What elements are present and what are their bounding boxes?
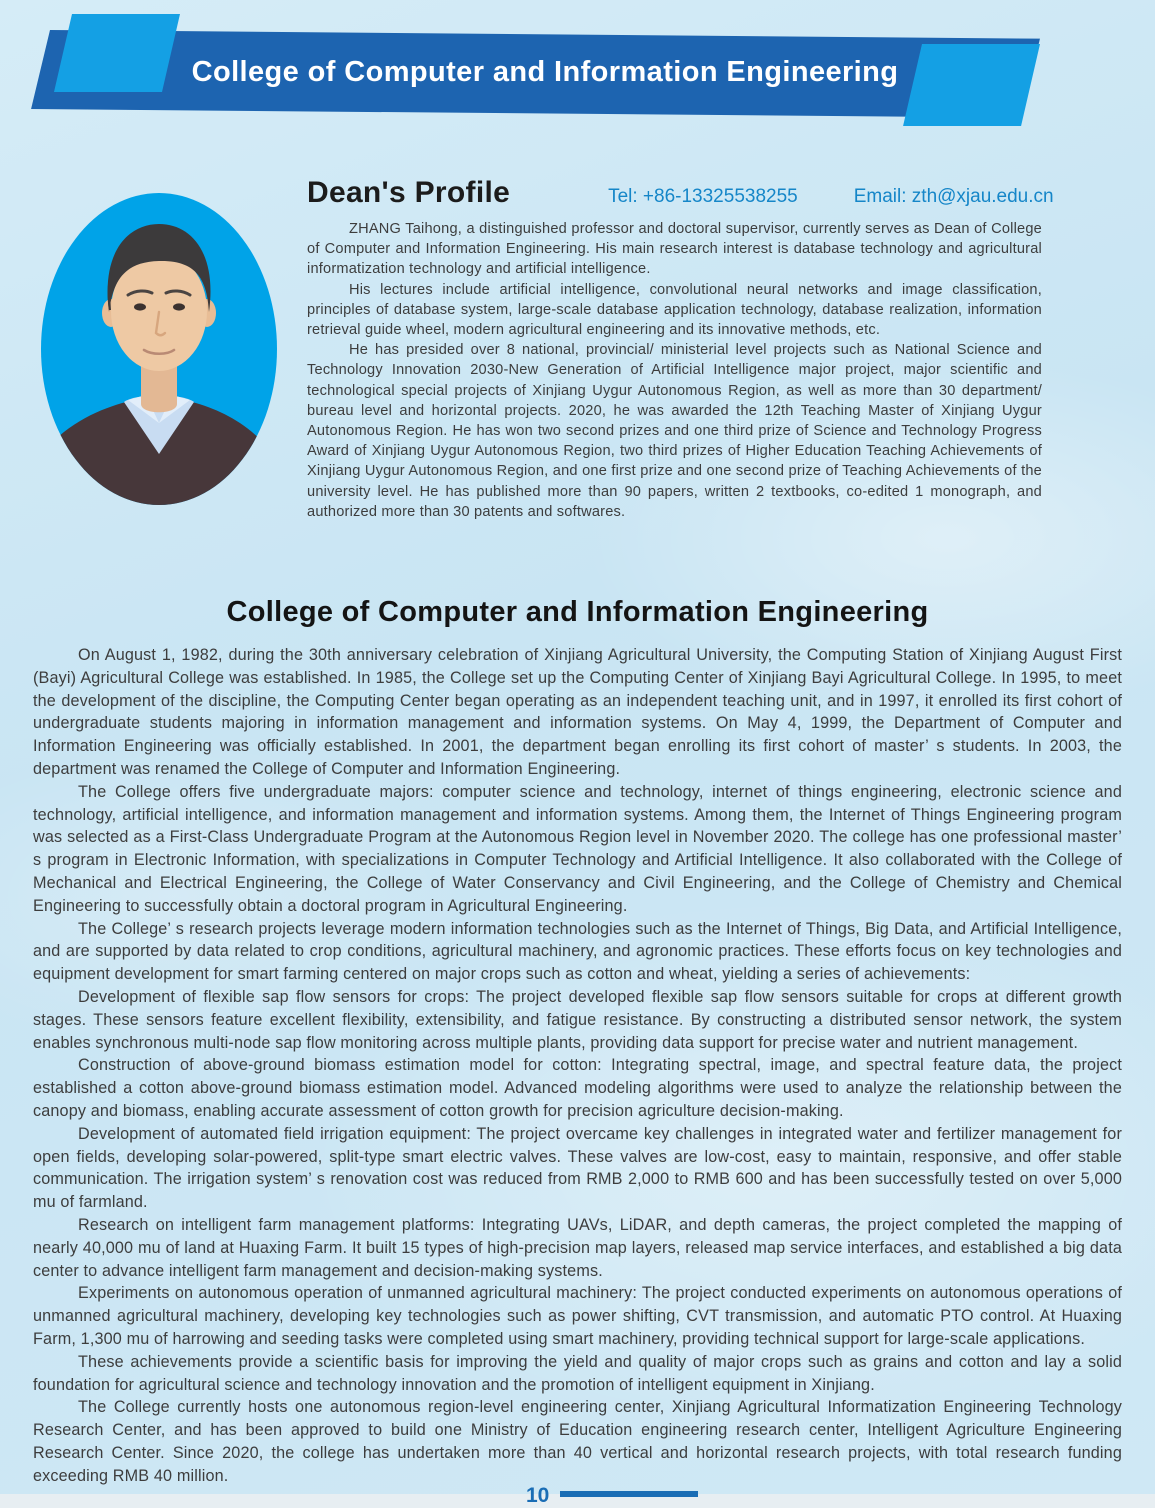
dean-profile-heading: Dean's Profile (307, 176, 511, 209)
dean-profile-section (307, 176, 1054, 522)
dean-email: Email: zth@xjau.edu.cn (853, 186, 1054, 207)
dean-bio (307, 219, 1042, 522)
page-banner-title: College of Computer and Information Engineering (191, 56, 899, 88)
college-intro-section (33, 596, 1122, 1487)
college-intro-paragraph: The College’ s research projects leverage modern information technologies such as the Internet of Things, Big Data, and Artificial Intelligence, and are supported by data related to crop conditions, agricultural machinery, and agronomic practices. These efforts focus on key technologies and equipment development for smart farming centered on major crops such as cotton and wheat, yielding a series of achievements: (33, 919, 1122, 984)
dean-profile-header (307, 176, 1054, 210)
college-intro-paragraph: Development of automated field irrigation equipment: The project overcame key challenges in integrated water and fertilizer management for open fields, developing solar-powered, split-type smart electric valves. These valves are low-cost, easy to maintain, responsive, and offer stable communication. The irrigation system’ s renovation cost was reduced from RMB 2,000 to RMB 600 and has been successfully tested on over 5,000 mu of farmland. (33, 1124, 1122, 1212)
footer-decorative-bar (560, 1491, 698, 1497)
footer-page-number: 10 (526, 1484, 550, 1507)
dean-portrait-illustration (40, 192, 278, 506)
dean-photo (40, 192, 278, 506)
college-intro-paragraph: Development of flexible sap flow sensors for crops: The project developed flexible sap flow sensors suitable for crops at different growth stages. These sensors feature excellent flexibility, extensibility, and fatigue resistance. By constructing a distributed sensor network, the system enables synchronous multi-node sap flow monitoring across multiple plants, providing data support for precise water and nutrient management. (33, 987, 1122, 1052)
college-intro-title: College of Computer and Information Engineering (226, 596, 929, 628)
dean-bio-paragraph: He has presided over 8 national, provincial/ ministerial level projects such as National Science and Technology Innovation 2030-New Generation of Artificial Intelligence major project, major scientific and technological special projects of Xinjiang Uygur Autonomous Region, as well as more than 30 department/ bureau level and horizontal projects. 2020, he was awarded the 12th Teaching Master of Xinjiang Uygur Autonomous Region. He has won two second prizes and one third prize of Science and Technology Progress Award of Xinjiang Uygur Autonomous Region, two third prizes of Higher Education Teaching Achievements of Xinjiang Uygur Autonomous Region, and one first prize and one second prize of Teaching Achievements of the university level. He has published more than 90 papers, written 2 textbooks, co-edited 1 monograph, and authorized more than 30 patents and softwares. (307, 342, 1042, 520)
college-intro-paragraph: The College offers five undergraduate majors: computer science and technology, internet of things engineering, electronic science and technology, artificial intelligence, and information management and information systems. Among them, the Internet of Things Engineering program was selected as a First-Class Undergraduate Program at the Autonomous Region level in November 2020. The college has one professional master’ s program in Electronic Information, with specializations in Computer Technology and Artificial Intelligence. It also collaborated with the College of Mechanical and Electrical Engineering, the College of Water Conservancy and Civil Engineering, and the College of Chemistry and Chemical Engineering to successfully obtain a doctoral program in Agricultural Engineering. (33, 782, 1122, 915)
college-intro-paragraph: The College currently hosts one autonomous region-level engineering center, Xinjiang Agricultural Informatization Engineering Technology Research Center, and has been approved to build one Ministry of Education engineering research center, Intelligent Agriculture Engineering Research Center. Since 2020, the college has undertaken more than 40 vertical and horizontal research projects, with total research funding exceeding RMB 40 million. (33, 1398, 1122, 1485)
college-intro-paragraph: These achievements provide a scientific basis for improving the yield and quality of major crops such as grains and cotton and lay a solid foundation for agricultural science and technology innovation and the promotion of intelligent equipment in Xinjiang. (33, 1352, 1122, 1394)
college-intro-paragraph: Research on intelligent farm management platforms: Integrating UAVs, LiDAR, and depth cameras, the project completed the mapping of nearly 40,000 mu of land at Huaxing Farm. It built 15 types of high-precision map layers, released map service interfaces, and established a big data center to advance intelligent farm management and decision-making systems. (33, 1215, 1122, 1280)
college-intro-paragraph: On August 1, 1982, during the 30th anniversary celebration of Xinjiang Agricultural University, the Computing Station of Xinjiang August First (Bayi) Agricultural College was established. In 1985, the College set up the Computing Center of Xinjiang Bayi Agricultural College. In 1995, to meet the development of the discipline, the Computing Center began operating as an independent teaching unit, and in 1997, it enrolled its first cohort of undergraduate students majoring in information management and information systems. On May 4, 1999, the Department of Computer and Information Engineering was officially established. In 2001, the department began enrolling its first cohort of master’ s students. In 2003, the department was renamed the College of Computer and Information Engineering. (33, 646, 1122, 778)
dean-bio-paragraph: His lectures include artificial intelligence, convolutional neural networks and image classification, principles of database system, large-scale database application technology, database realization, information retrieval guide wheel, modern agricultural engineering and its innovative methods, etc. (307, 281, 1042, 339)
college-intro-paragraph: Experiments on autonomous operation of unmanned agricultural machinery: The project conducted experiments on autonomous operations of unmanned agricultural machinery, developing key technologies such as power shifting, CVT transmission, and automatic PTO control. At Huaxing Farm, 1,300 mu of harrowing and seeding tasks were completed using smart machinery, providing technical support for large-scale applications. (33, 1284, 1122, 1348)
dean-bio-paragraph: ZHANG Taihong, a distinguished professor and doctoral supervisor, currently serves as Dean of College of Computer and Information Engineering. His main research interest is database technology and agricultural informatization technology and artificial intelligence. (307, 221, 1042, 278)
dean-tel: Tel: +86-13325538255 (608, 186, 798, 207)
college-intro-paragraph: Construction of above-ground biomass estimation model for cotton: Integrating spectral, image, and spectral feature data, the project established a cotton above-ground biomass estimation model. Advanced modeling algorithms were used to analyze the relationship between the canopy and biomass, enabling accurate assessment of cotton growth for precision agriculture decision-making. (33, 1056, 1122, 1120)
